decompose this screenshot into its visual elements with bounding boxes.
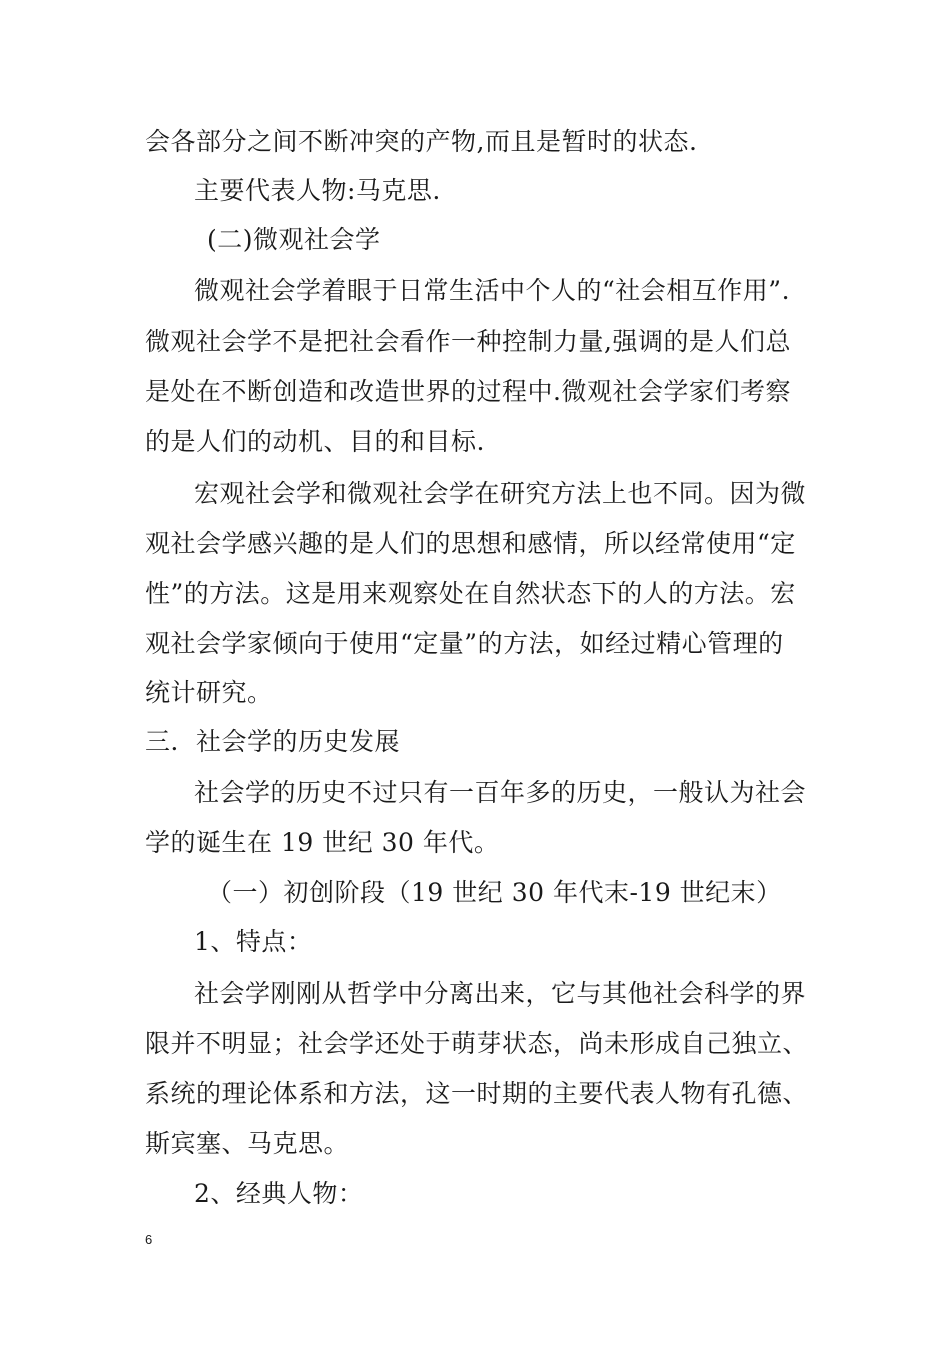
subheading: 1、特点：: [194, 927, 313, 956]
section-heading: (二)微观社会学: [207, 225, 381, 254]
paragraph-line: 社会学刚刚从哲学中分离出来，它与其他社会科学的界: [194, 979, 807, 1008]
paragraph-line: 主要代表人物:马克思.: [194, 176, 441, 205]
paragraph-line: 系统的理论体系和方法，这一时期的主要代表人物有孔德、: [145, 1079, 809, 1108]
paragraph-line: 微观社会学着眼于日常生活中个人的“社会相互作用”.: [194, 276, 791, 305]
subheading: 2、经典人物：: [194, 1179, 364, 1208]
paragraph-line: 学的诞生在 19 世纪 30 年代。: [145, 828, 500, 857]
paragraph-line: 微观社会学不是把社会看作一种控制力量,强调的是人们总: [145, 327, 791, 356]
section-heading: 三．社会学的历史发展: [145, 727, 401, 756]
paragraph-line: 斯宾塞、马克思。: [145, 1129, 350, 1158]
section-heading: （一）初创阶段（19 世纪 30 年代末-19 世纪末）: [207, 878, 782, 907]
page-number: 6: [145, 1232, 153, 1247]
paragraph-line: 宏观社会学和微观社会学在研究方法上也不同。因为微: [194, 479, 807, 508]
paragraph-line: 观社会学家倾向于使用“定量”的方法，如经过精心管理的: [145, 629, 784, 658]
paragraph-line: 是处在不断创造和改造世界的过程中.微观社会学家们考察: [145, 377, 791, 406]
paragraph-line: 性”的方法。这是用来观察处在自然状态下的人的方法。宏: [145, 579, 796, 608]
paragraph-line: 的是人们的动机、目的和目标.: [145, 427, 485, 456]
paragraph-line: 会各部分之间不断冲突的产物,而且是暂时的状态.: [145, 127, 698, 156]
paragraph-line: 统计研究。: [145, 678, 273, 707]
paragraph-line: 限并不明显；社会学还处于萌芽状态，尚未形成自己独立、: [145, 1029, 809, 1058]
paragraph-line: 社会学的历史不过只有一百年多的历史，一般认为社会: [194, 778, 807, 807]
paragraph-line: 观社会学感兴趣的是人们的思想和感情，所以经常使用“定: [145, 529, 796, 558]
